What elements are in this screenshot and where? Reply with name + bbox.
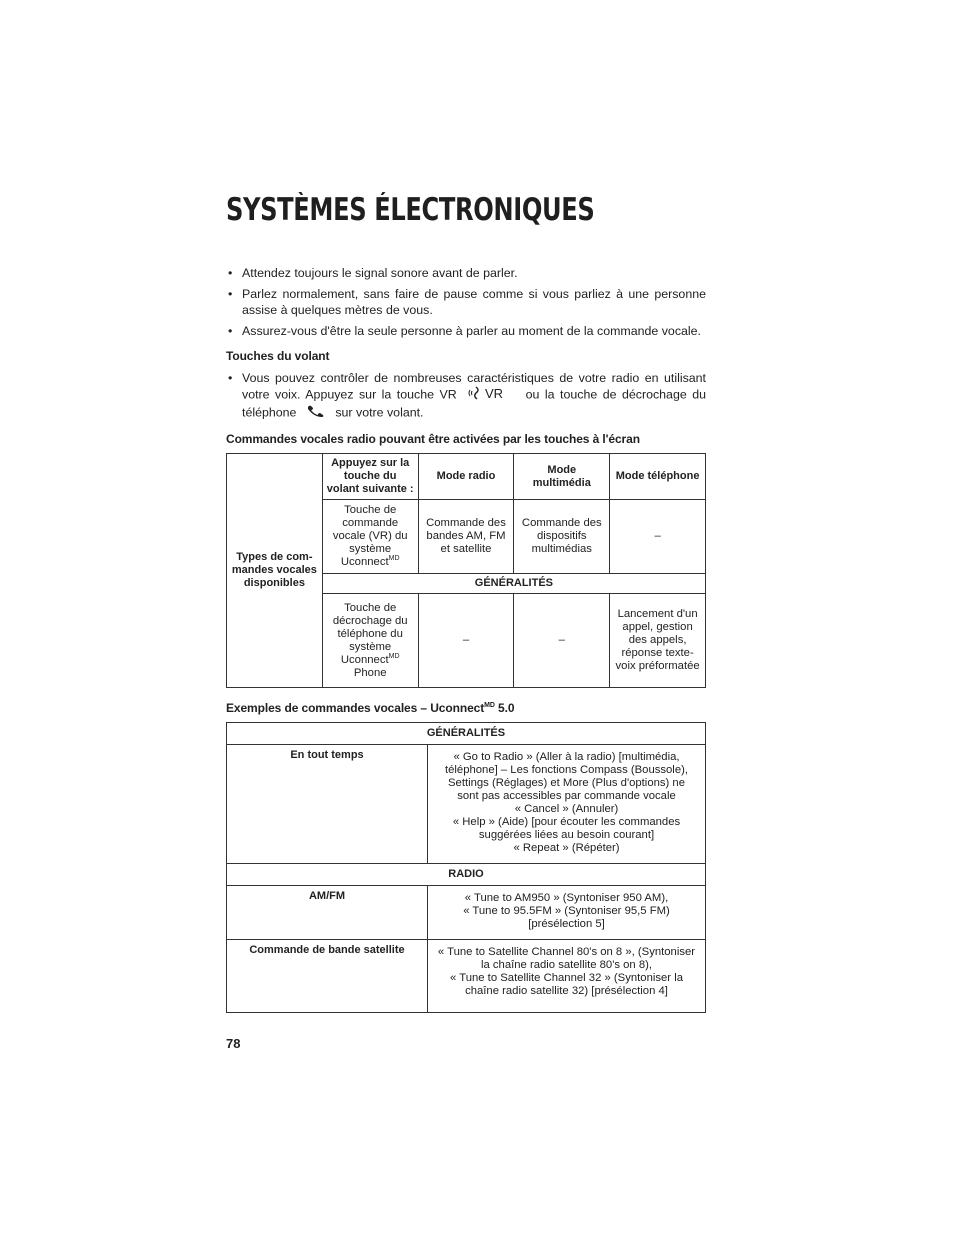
table-label: AM/FM bbox=[227, 886, 428, 940]
table-cell: « Tune to AM950 » (Syntoniser 950 AM), « Tune to 95.5FM » (Syntoniser 95,5 FM) [présélection 5] bbox=[428, 886, 706, 940]
table-cell: « Tune to Satellite Channel 80's on 8 », (Syntoniser la chaîne radio satellite 80's on 8), « Tune to Satellite Channel 32 » (Syntoniser la chaîne radio satellite 32) [présélection 4] bbox=[428, 940, 706, 1013]
bullet-dot: • bbox=[228, 371, 233, 385]
steering-text-a: Vous pouvez contrôler de nombreuses caractéristiques de votre radio en utilisant votre voix. Appuyez sur la touche VR bbox=[242, 371, 706, 402]
bullet-dot: • bbox=[228, 324, 233, 338]
table-section: GÉNÉRALITÉS bbox=[227, 723, 706, 745]
table-cell: Commande des bandes AM, FM et satellite bbox=[418, 500, 514, 574]
phone-icon bbox=[306, 404, 326, 422]
bullet-text: Attendez toujours le signal sonore avant de parler. bbox=[242, 266, 518, 280]
bullet-item bbox=[226, 265, 706, 281]
bullet-text: Parlez normalement, sans faire de pause comme si vous parliez à une personne assise à quelques mètres de vous. bbox=[242, 287, 706, 317]
bullet-text bbox=[242, 370, 706, 422]
table-section: RADIO bbox=[227, 864, 706, 886]
page-title: SYSTÈMES ÉLECTRONIQUES bbox=[226, 192, 595, 228]
content bbox=[226, 265, 706, 1013]
steering-text-c: sur votre volant. bbox=[335, 405, 424, 420]
table-cell: – bbox=[514, 594, 610, 688]
table-cell: – bbox=[610, 500, 706, 574]
col-header: Mode téléphone bbox=[610, 454, 706, 500]
table-section: GÉNÉRALITÉS bbox=[322, 574, 705, 594]
table2-heading: Exemples de commandes vocales – Uconnect$^{MD}$ 5.0 bbox=[226, 701, 515, 715]
table-cell: Commande des dispositifs multimédias bbox=[514, 500, 610, 574]
voice-examples-table bbox=[226, 722, 706, 1013]
table1-heading: Commandes vocales radio pouvant être activées par les touches à l'écran bbox=[226, 432, 640, 446]
page-number: 78 bbox=[226, 1036, 241, 1051]
col-header: Mode radio bbox=[418, 454, 514, 500]
bullet-dot: • bbox=[228, 266, 233, 280]
voice-commands-table bbox=[226, 453, 706, 688]
row-header: Types de com-mandes vocales disponibles bbox=[227, 454, 323, 688]
table-cell: Touche de décrochage du téléphone du système Uconnect$^{MD}$ Phone bbox=[322, 594, 418, 688]
table-cell: – bbox=[418, 594, 514, 688]
vr-label: VR bbox=[485, 386, 504, 400]
bullet-text: Assurez-vous d'être la seule personne à parler au moment de la commande vocale. bbox=[242, 324, 701, 338]
table-cell: Touche de commande vocale (VR) du système Uconnect$^{MD}$ bbox=[322, 500, 418, 574]
bullet-dot: • bbox=[228, 287, 233, 301]
col-header: Appuyez sur la touche du volant suivante : bbox=[322, 454, 418, 500]
voice-recognition-icon bbox=[468, 386, 514, 404]
table-cell: Lancement d'un appel, gestion des appels, réponse texte-voix préformatée bbox=[610, 594, 706, 688]
steering-text-b: ou la touche de décrochage du téléphone bbox=[242, 387, 706, 420]
table-label: En tout temps bbox=[227, 745, 428, 864]
table-cell: « Go to Radio » (Aller à la radio) [multimédia, téléphone] – Les fonctions Compass (Boussole), Settings (Réglages) et More (Plus d'options) ne sont pas accessibles par commande vocale « Cancel » (Annuler) « Help » (Aide) [pour écouter les commandes suggérées liées au besoin courant] « Repeat » (Répéter) bbox=[428, 745, 706, 864]
bullet-item bbox=[226, 323, 706, 339]
bullet-item bbox=[226, 286, 706, 318]
table-label: Commande de bande satellite bbox=[227, 940, 428, 1013]
col-header: Mode multimédia bbox=[514, 454, 610, 500]
bullet-item bbox=[226, 370, 706, 422]
steering-heading: Touches du volant bbox=[226, 349, 330, 363]
